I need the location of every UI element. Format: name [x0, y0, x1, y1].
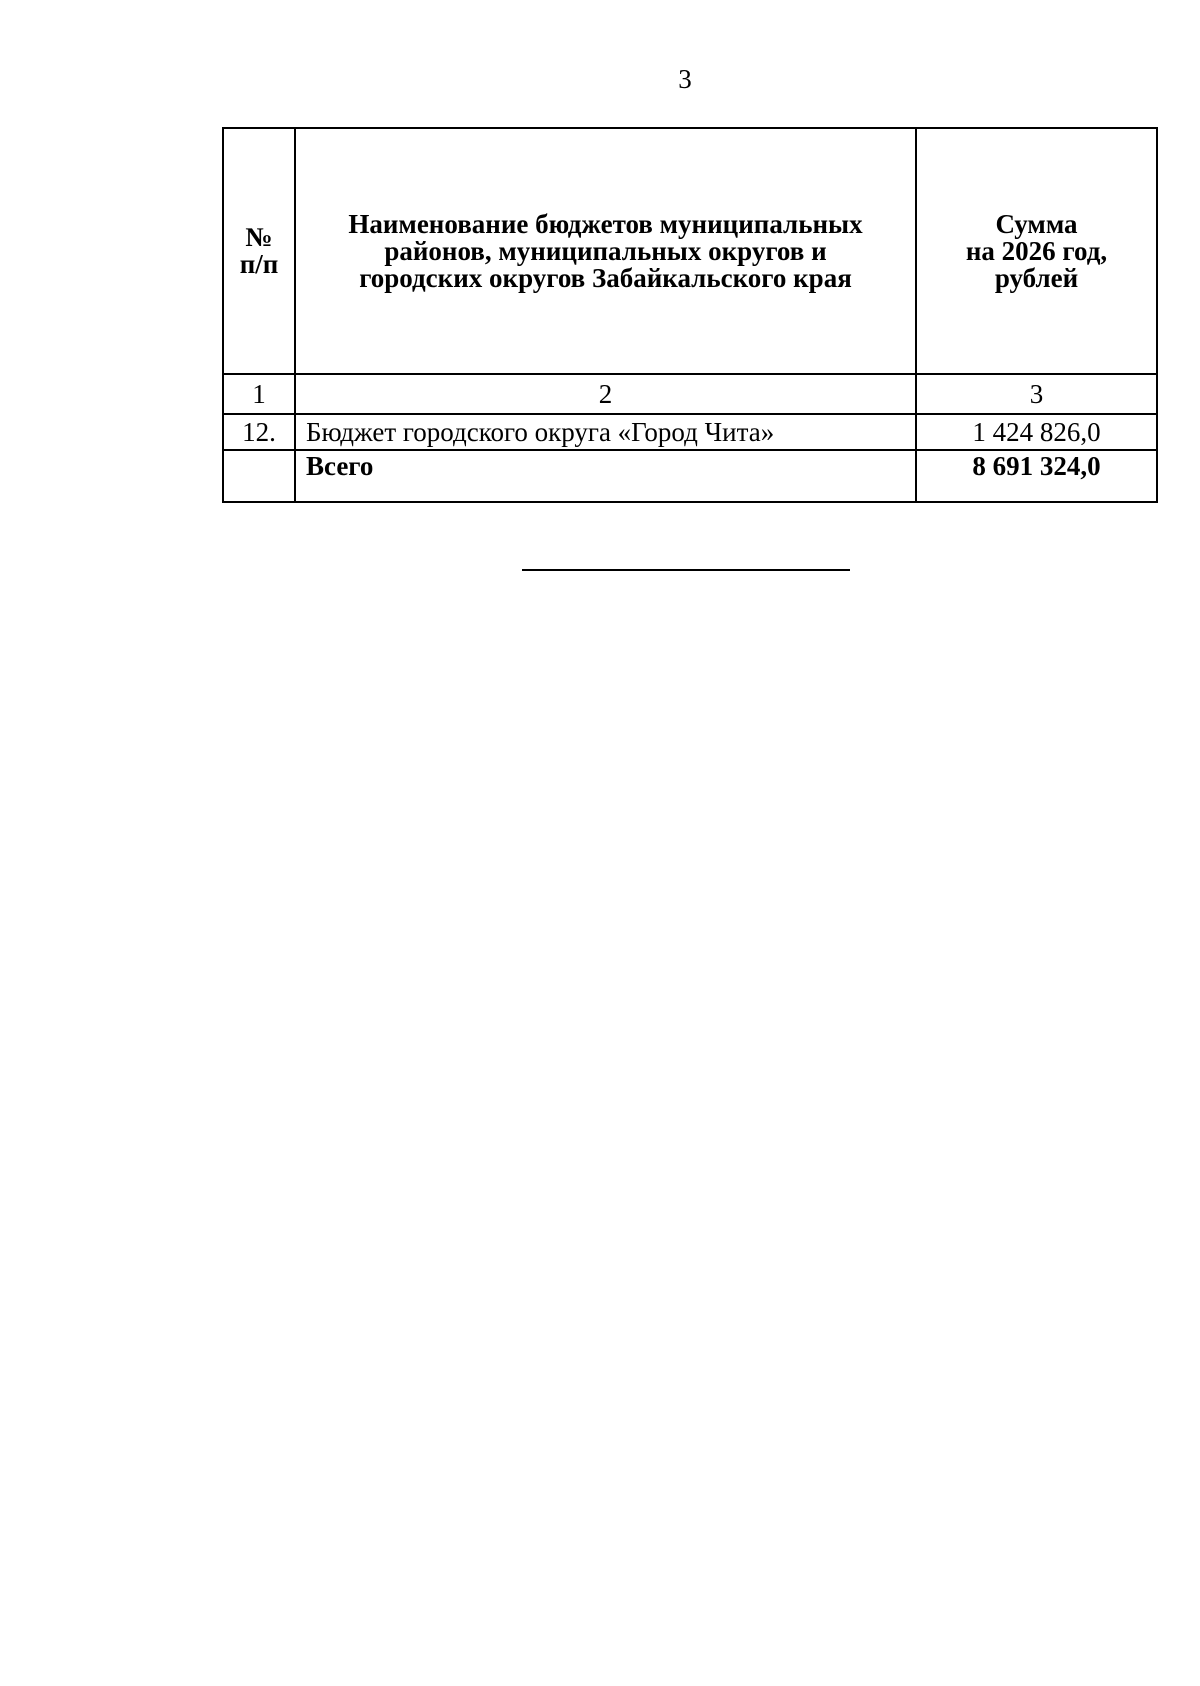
column-index-3: 3: [916, 374, 1157, 414]
header-sum: [916, 128, 1157, 374]
row-number: 12.: [223, 414, 295, 450]
page-number: 3: [678, 64, 692, 94]
table-row: [223, 414, 1157, 450]
total-row: [223, 450, 1157, 502]
column-index-2: 2: [295, 374, 916, 414]
end-of-document-rule: [522, 569, 850, 571]
row-budget-name: Бюджет городского округа «Город Чита»: [295, 414, 916, 450]
total-label: Всего: [295, 450, 916, 502]
header-number: [223, 128, 295, 374]
budget-table: [222, 127, 1158, 503]
header-budget-name: [295, 128, 916, 374]
table-header-row: [223, 128, 1157, 374]
header-budget-name-text: Наименование бюджетов муниципальных районов, муниципальных округов и городских округов Забайкальского края: [348, 208, 863, 293]
column-index-1: 1: [223, 374, 295, 414]
total-number-empty: [223, 450, 295, 502]
header-sum-text: Сумма на 2026 год, рублей: [965, 208, 1108, 293]
header-number-text: № п/п: [239, 222, 279, 279]
row-sum: 1 424 826,0: [916, 414, 1157, 450]
total-sum: 8 691 324,0: [916, 450, 1157, 502]
column-index-row: [223, 374, 1157, 414]
